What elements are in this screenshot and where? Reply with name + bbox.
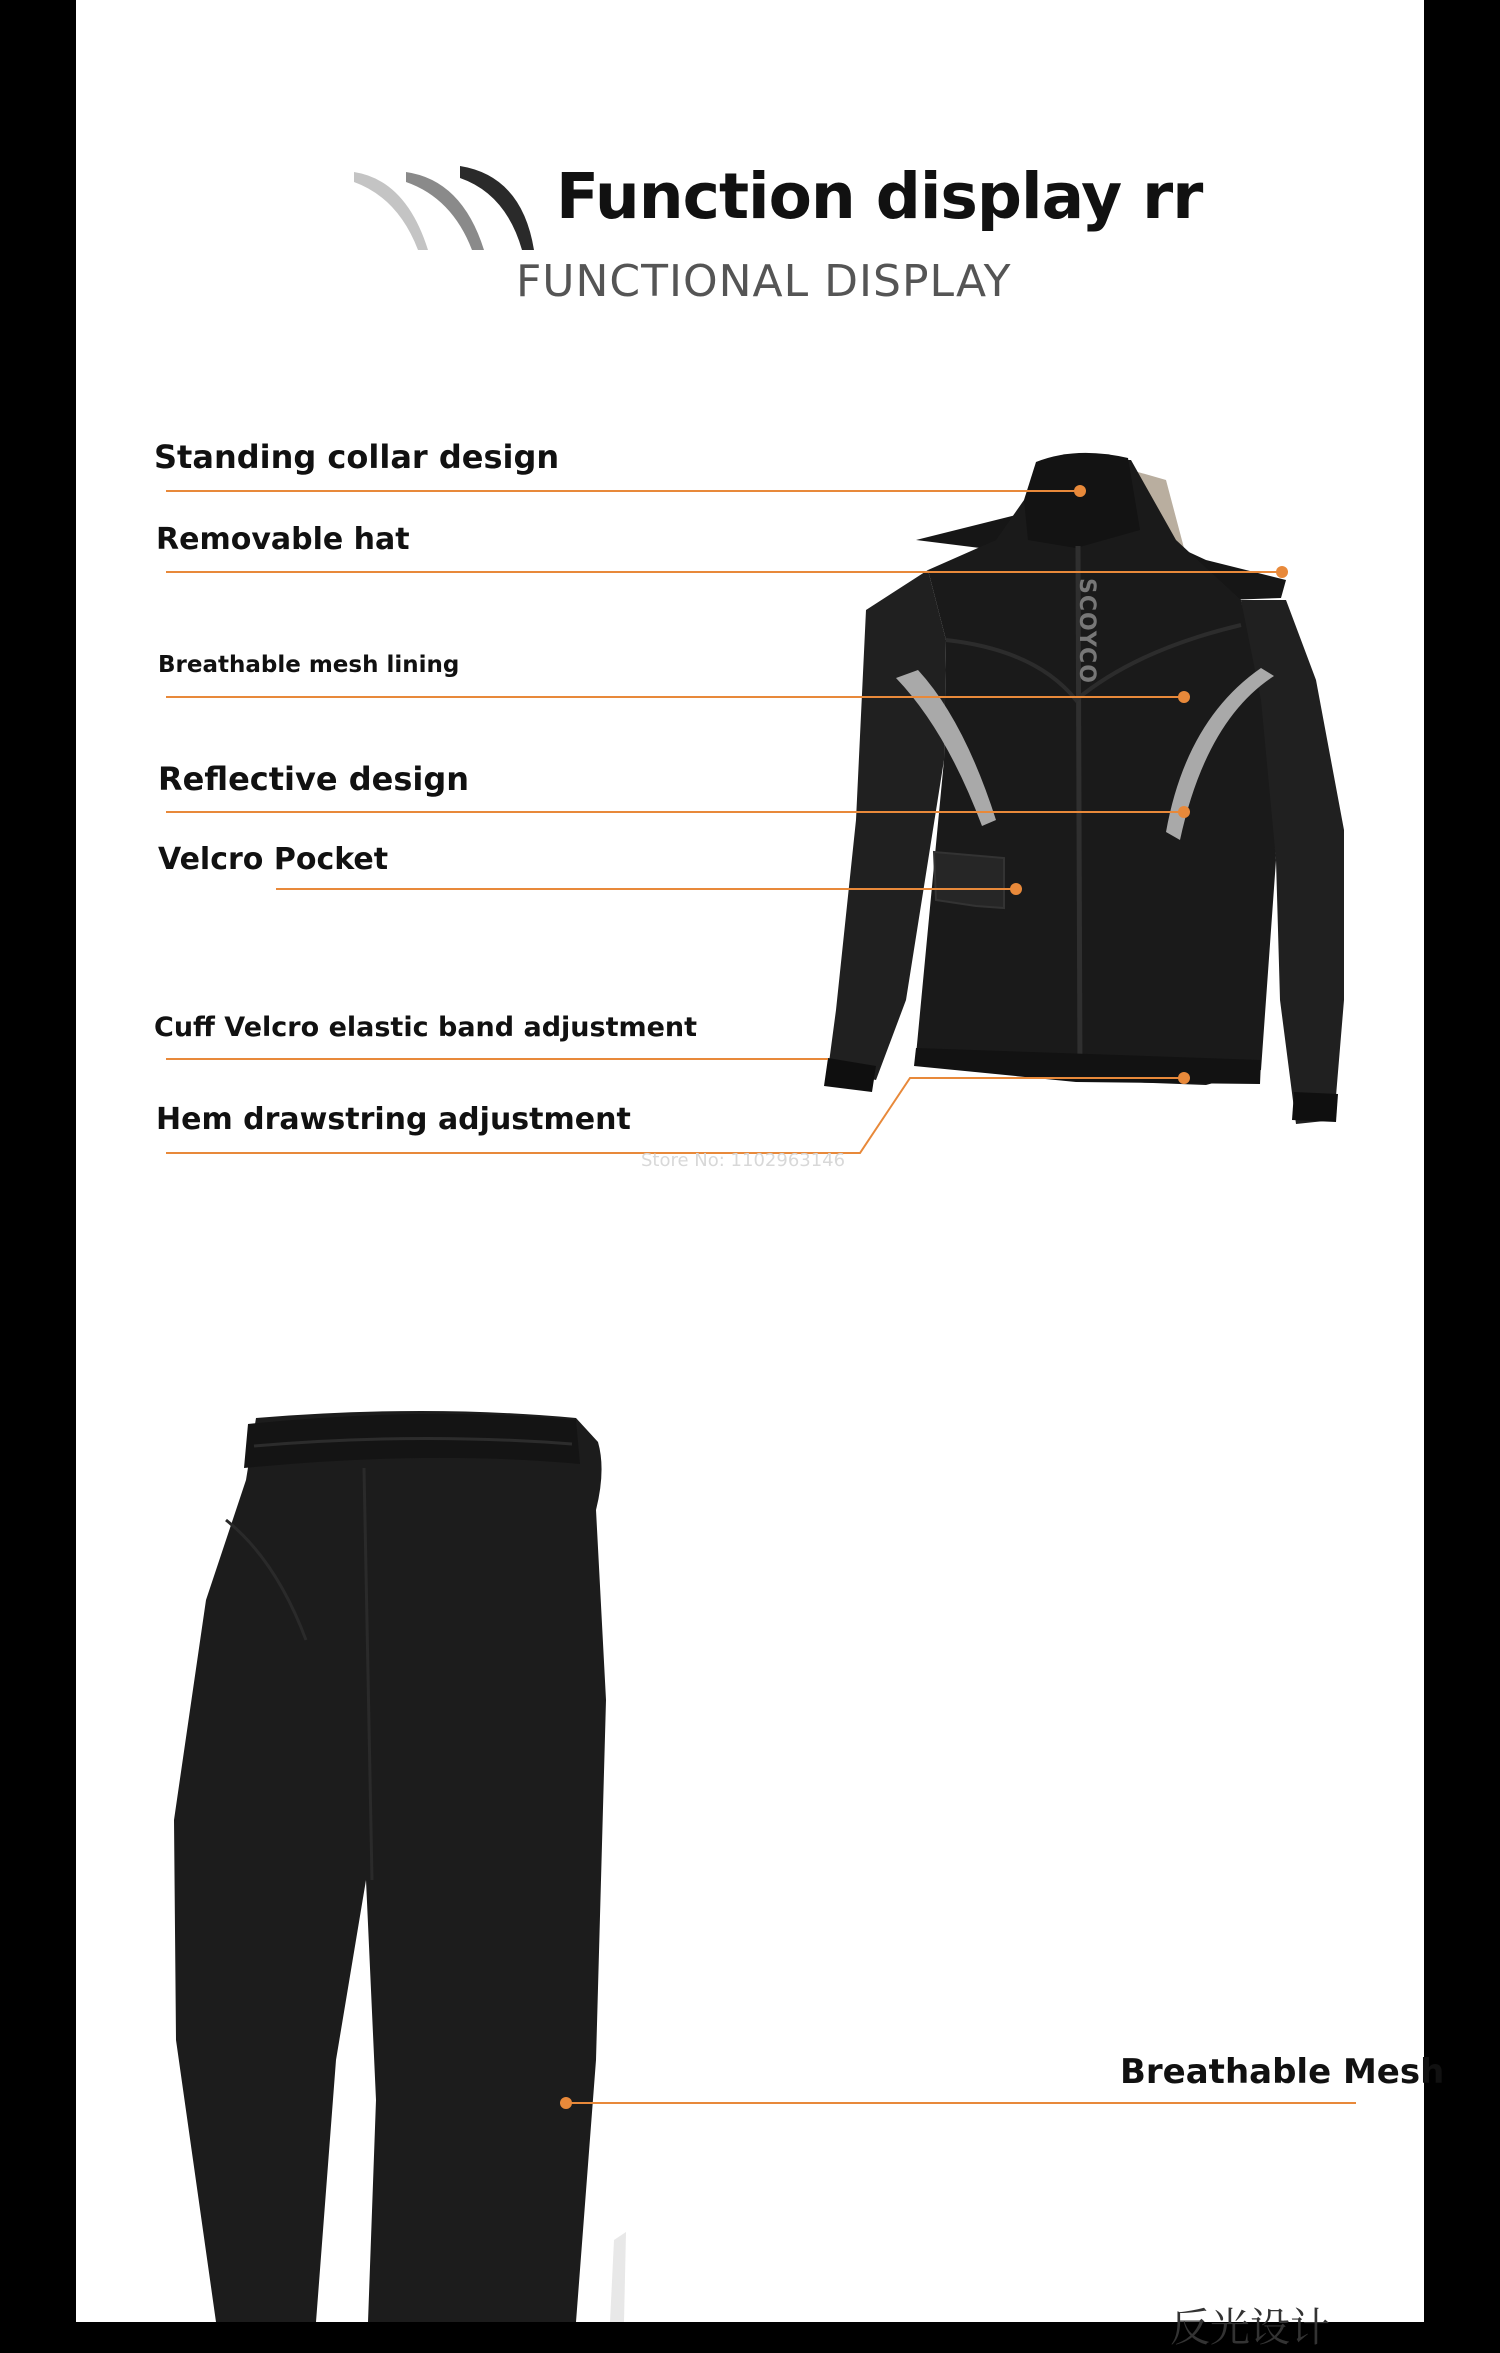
feature-label-collar: Standing collar design — [154, 438, 560, 476]
store-watermark: Store No: 1102963146 — [641, 1150, 846, 1171]
header-chevrons-icon — [354, 166, 534, 250]
feature-label-hat: Removable hat — [156, 522, 410, 557]
feature-label-mesh-lining: Breathable mesh lining — [158, 652, 460, 678]
feature-label-reflective: Reflective design — [158, 760, 470, 798]
jacket-brand-text: SCOYCO — [1074, 578, 1099, 684]
jacket-illustration — [824, 453, 1344, 1124]
product-detail-page — [76, 0, 1445, 2351]
bottom-cut-text: 反光设计 — [1170, 2305, 1330, 2351]
feature-label-pants-mesh: Breathable Mesh — [1120, 2052, 1445, 2092]
feature-label-cuff: Cuff Velcro elastic band adjustment — [154, 1012, 698, 1043]
page-title: Function display rr — [556, 160, 1203, 233]
feature-label-hem: Hem drawstring adjustment — [156, 1102, 631, 1137]
feature-label-pocket: Velcro Pocket — [158, 842, 389, 877]
pants-illustration — [174, 1411, 626, 2322]
page-subtitle: FUNCTIONAL DISPLAY — [516, 256, 1012, 307]
